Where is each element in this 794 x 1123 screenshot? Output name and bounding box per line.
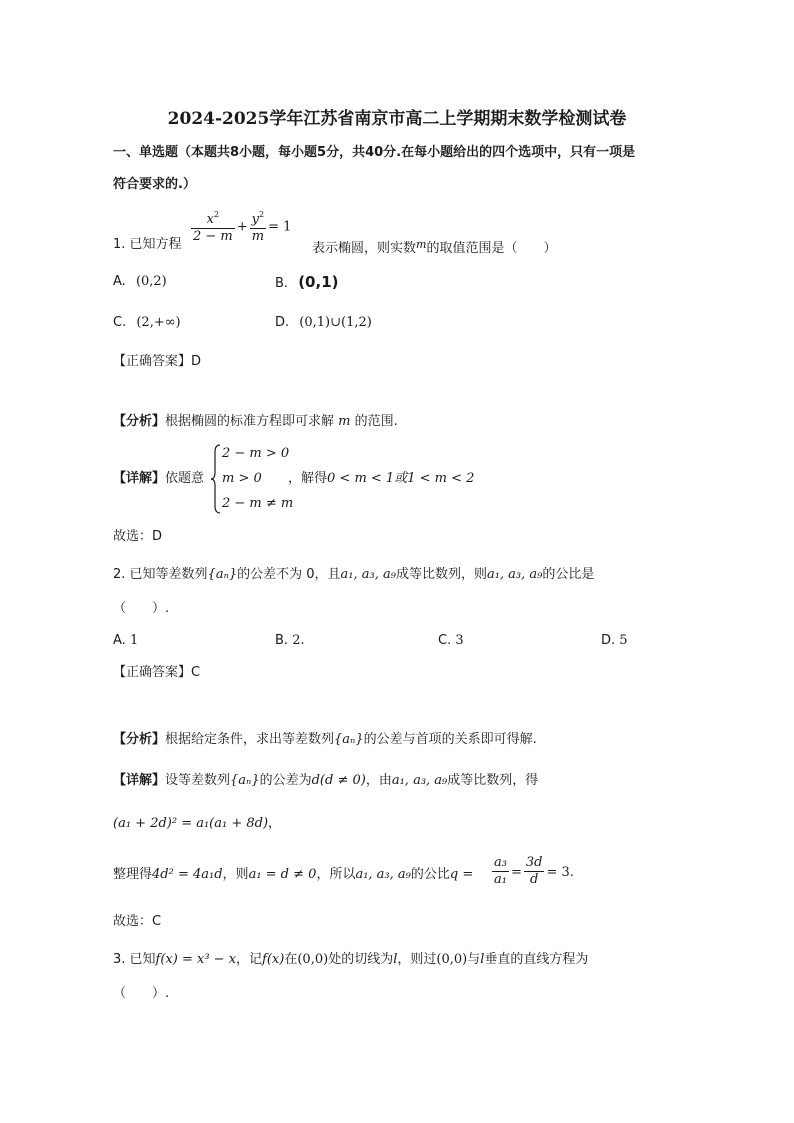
q2-equation-expr: (a₁ + 2d)² = a₁(a₁ + 8d) (113, 816, 269, 831)
q2-ratio-end: = 3. (546, 865, 574, 880)
q1-analysis-text: 根据椭圆的标准方程即可求解 (165, 414, 335, 429)
q1-frac2-den: m (251, 229, 265, 244)
q1-detail-tag: 【详解】 (113, 471, 166, 486)
q2-option-c[interactable] (438, 632, 464, 650)
q2-terms: a₁, a₃, a₉ (340, 567, 396, 582)
q2-simplify-eq: 4d² = 4a₁d (152, 867, 223, 882)
q2-detail-mid3: 成等比数列，得 (447, 773, 539, 788)
q3-mid3: 处的切线为 (328, 952, 394, 967)
q1-option-d-value: (0,1)∪(1,2) (299, 315, 372, 330)
q2-option-a[interactable] (113, 632, 138, 650)
q2-mid3: 的公比是 (542, 567, 595, 582)
q1-system-line2: m > 0 (222, 471, 262, 486)
q1-stem (113, 236, 182, 254)
q2-detail-mid2: ，由 (365, 773, 392, 788)
q2-analysis-tag: 【分析】 (113, 732, 166, 747)
q1-detail-post (288, 470, 474, 488)
q1-fraction-y: $\frac{y^2}{m}$ (250, 207, 266, 245)
q2-detail-d: d(d ≠ 0) (311, 773, 366, 788)
q2-option-b-label: B. (275, 633, 289, 648)
q2-detail-seq: {aₙ} (230, 773, 260, 788)
q3-mid1: ，记 (236, 952, 263, 967)
q2-prefix: 2. 已知等差数列 (113, 567, 208, 582)
q2-conclusion: 故选：C (113, 914, 162, 929)
q1-option-c[interactable] (113, 314, 181, 332)
q3-mid6: 垂直的直线方程为 (484, 952, 589, 967)
q2-equation-end: ， (268, 816, 282, 831)
q2-ratio-num1: a₃ (494, 855, 507, 870)
q2-option-c-value: 3 (455, 633, 464, 648)
q2-paren: （ ）. (113, 601, 170, 616)
q1-detail (113, 470, 204, 488)
q2-analysis-text: 根据给定条件，求出等差数列 (165, 732, 335, 747)
q1-system-line3: 2 − m ≠ m (222, 496, 294, 511)
q2-simplify-eq2: a₁ = d ≠ 0 (248, 867, 317, 882)
q2-option-d[interactable] (601, 632, 628, 650)
q1-system-line1: 2 − m > 0 (222, 446, 290, 461)
q2-ratio-num2: 3d (525, 855, 543, 870)
q1-detail-pre: 依题意 (165, 471, 205, 486)
q1-detail-result: 0 < m < 1或1 < m < 2 (327, 471, 475, 486)
q2-ratio: $\frac{\text{a₃}}{\text{a₁}}$ = $\frac{3d}{d}$ = 3. (494, 855, 574, 887)
q1-frac1-num: x (206, 212, 214, 227)
section-heading-line1: 一、单选题（本题共8小题，每小题5分，共40分.在每小题给出的四个选项中，只有一项是 (113, 145, 636, 160)
q1-option-a-label: A. (113, 274, 126, 289)
q2-detail-mid: 的公差为 (259, 773, 312, 788)
q2-option-c-label: C. (438, 633, 452, 648)
q1-system-brace (211, 444, 221, 514)
q2-simplify-terms: a₁, a₃, a₉ (355, 867, 411, 882)
q2-mid1: 的公差不为 0，且 (237, 567, 341, 582)
q2-detail-terms: a₁, a₃, a₉ (391, 773, 448, 788)
q2-answer: 【正确答案】C (113, 665, 201, 680)
q2-option-b[interactable] (275, 632, 305, 650)
q1-frac2-num: y (251, 212, 260, 227)
q1-detail-post-text: ，解得 (288, 471, 328, 486)
q2-q-expr: q = (449, 867, 474, 882)
q2-seq: {aₙ} (207, 567, 238, 582)
q1-option-d-label: D. (275, 315, 290, 330)
q2-ratio-den2: d (530, 872, 539, 887)
q3-pt-2: (0,0) (436, 952, 468, 967)
q1-equation: $\frac{x^2}{2 - m}$ + $\frac{y^2}{m}$ = 1 (189, 207, 291, 247)
q2-analysis-end: 的公差与首项的关系即可得解. (363, 732, 537, 747)
q1-analysis-tag: 【分析】 (113, 414, 166, 429)
q1-frac1-den: 2 − m (193, 229, 233, 244)
q2-terms-2: a₁, a₃, a₉ (486, 567, 543, 582)
q2-stem (113, 566, 594, 584)
q2-equation (113, 815, 281, 833)
q3-mid4: ，则过 (397, 952, 437, 967)
q1-suffix: 的取值范围是（ ） (426, 241, 557, 256)
q1-option-b-label: B. (275, 276, 289, 291)
q2-simplify-mid: ，则 (222, 867, 249, 882)
q2-ratio-frac2 (524, 855, 545, 888)
q2-option-a-label: A. (113, 633, 126, 648)
q1-option-b[interactable] (275, 273, 339, 293)
q1-option-c-label: C. (113, 315, 127, 330)
q2-analysis-seq: {aₙ} (334, 732, 364, 747)
q2-analysis (113, 731, 537, 749)
q2-option-d-label: D. (601, 633, 616, 648)
q2-simplify-pre: 整理得 (113, 867, 153, 882)
q2-option-d-value: 5 (619, 633, 628, 648)
q3-pt: (0,0) (297, 952, 329, 967)
q3-fx: f(x) = x³ − x (155, 952, 237, 967)
q1-option-c-value: (2,+∞) (136, 315, 181, 330)
q1-eq-rhs: = 1 (268, 219, 292, 235)
q1-option-d[interactable] (275, 314, 372, 332)
q3-mid5: 与 (467, 952, 481, 967)
q2-simplify (113, 866, 473, 884)
q3-l-2: l (480, 952, 485, 967)
q2-mid2: 成等比数列，则 (395, 567, 487, 582)
q2-simplify-mid2: ，所以 (316, 867, 356, 882)
q1-var: m (416, 238, 427, 251)
q2-detail (113, 772, 538, 790)
page-title: 2024-2025学年江苏省南京市高二上学期期末数学检测试卷 (167, 109, 627, 129)
q2-ratio-den1: a₁ (494, 872, 507, 887)
q1-option-a-value: (0,2) (135, 274, 167, 289)
q2-ratio-frac1 (492, 855, 509, 888)
q1-analysis (113, 413, 398, 431)
q1-answer: 【正确答案】D (113, 354, 202, 369)
q1-conclusion: 故选：D (113, 529, 163, 544)
q1-option-a[interactable] (113, 273, 167, 291)
q2-detail-pre: 设等差数列 (165, 773, 231, 788)
q3-fx2: f(x) (262, 952, 285, 967)
q3-stem (113, 951, 588, 969)
q2-option-a-value: 1 (129, 633, 139, 648)
q1-mid: 表示椭圆，则实数 (312, 241, 417, 256)
q1-analysis-end: 的范围. (354, 414, 398, 429)
q1-fraction-x: $\frac{x^2}{2 - m}$ (191, 207, 235, 245)
q2-detail-tag: 【详解】 (113, 773, 166, 788)
q2-simplify-mid3: 的公比 (410, 867, 450, 882)
q3-l: l (393, 952, 398, 967)
q2-option-b-value: 2. (292, 633, 305, 648)
section-heading-line2: 符合要求的.） (113, 177, 196, 192)
q3-prefix: 3. 已知 (113, 952, 156, 967)
q1-analysis-var: m (338, 414, 351, 429)
q1-prefix: 1. 已知方程 (113, 237, 182, 252)
q1-stem-rest (312, 236, 556, 258)
q3-mid2: 在 (284, 952, 298, 967)
q1-option-b-value: (0,1) (298, 273, 339, 291)
q3-paren: （ ）. (113, 986, 170, 1001)
